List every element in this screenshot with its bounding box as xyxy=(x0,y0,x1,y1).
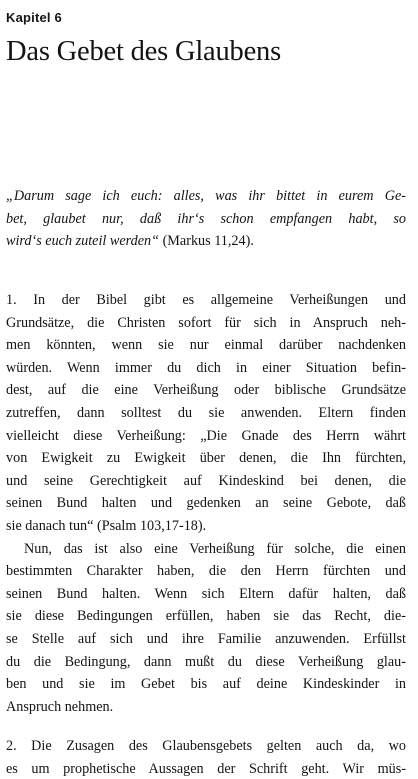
epigraph-line: bet, glaubet nur, daß ihr‘s schon empfangen habt, so xyxy=(6,210,406,227)
text-line: Anspruch nehmen. xyxy=(6,698,114,715)
epigraph-line-last xyxy=(6,231,406,251)
text-line: würden. Wenn immer du dich in einer Situation befin- xyxy=(6,359,406,376)
text-line: von Ewigkeit zu Ewigkeit über denen, die Ihn fürchten, xyxy=(6,450,406,467)
text-line: 1. In der Bibel gibt es allgemeine Verheißungen und xyxy=(6,292,406,308)
book-page xyxy=(6,0,406,777)
chapter-title: Das Gebet des Glaubens xyxy=(6,36,281,67)
epigraph-line: „Darum sage ich euch: alles, was ihr bittet in eurem Ge- xyxy=(6,188,406,204)
text-line: es um prophetische Aussagen der Schrift geht. Wir müs- xyxy=(6,761,406,777)
text-line: zutreffen, dann solltest du sie anwenden. Eltern finden xyxy=(6,405,406,421)
text-line: sie danach tun“ (Psalm 103,17-18). xyxy=(6,518,207,534)
text-line: se Stelle auf sich und ihre Familie anzuwenden. Erfüllst xyxy=(6,631,406,647)
chapter-label: Kapitel 6 xyxy=(6,10,62,25)
text-line: Nun, das ist also eine Verheißung für solche, die einen xyxy=(24,540,406,557)
epigraph-reference: (Markus 11,24). xyxy=(159,233,254,250)
text-line: du die Bedingung, dann mußt du diese Verheißung glau- xyxy=(6,653,406,670)
text-line: Grundsätze, die Christen sofort für sich in Anspruch neh- xyxy=(6,314,406,331)
text-line: seinen Bund halten und gedenken an seine Gebote, daß xyxy=(6,495,406,512)
epigraph-line: wird‘s euch zuteil werden“ xyxy=(6,233,160,250)
text-line: sie diese Bedingungen erfüllen, haben sie das Recht, die- xyxy=(6,608,406,625)
text-line: seinen Bund halten. Wenn sich Eltern dafür halten, daß xyxy=(6,585,406,602)
text-line: men könnten, wenn sie nur einmal darüber nachdenken xyxy=(6,337,406,354)
text-line: und seine Gerechtigkeit auf Kindeskind bei denen, die xyxy=(6,472,406,489)
text-line: dest, auf die eine Verheißung oder biblische Grundsätze xyxy=(6,382,406,399)
text-line: bestimmten Charakter haben, die den Herrn fürchten und xyxy=(6,563,406,580)
text-line: 2. Die Zusagen des Glaubensgebets gelten auch da, wo xyxy=(6,738,406,755)
text-line: vielleicht diese Verheißung: „Die Gnade des Herrn währt xyxy=(6,427,406,444)
text-line: ben und sie im Gebet bis auf deine Kindeskinder in xyxy=(6,676,406,693)
